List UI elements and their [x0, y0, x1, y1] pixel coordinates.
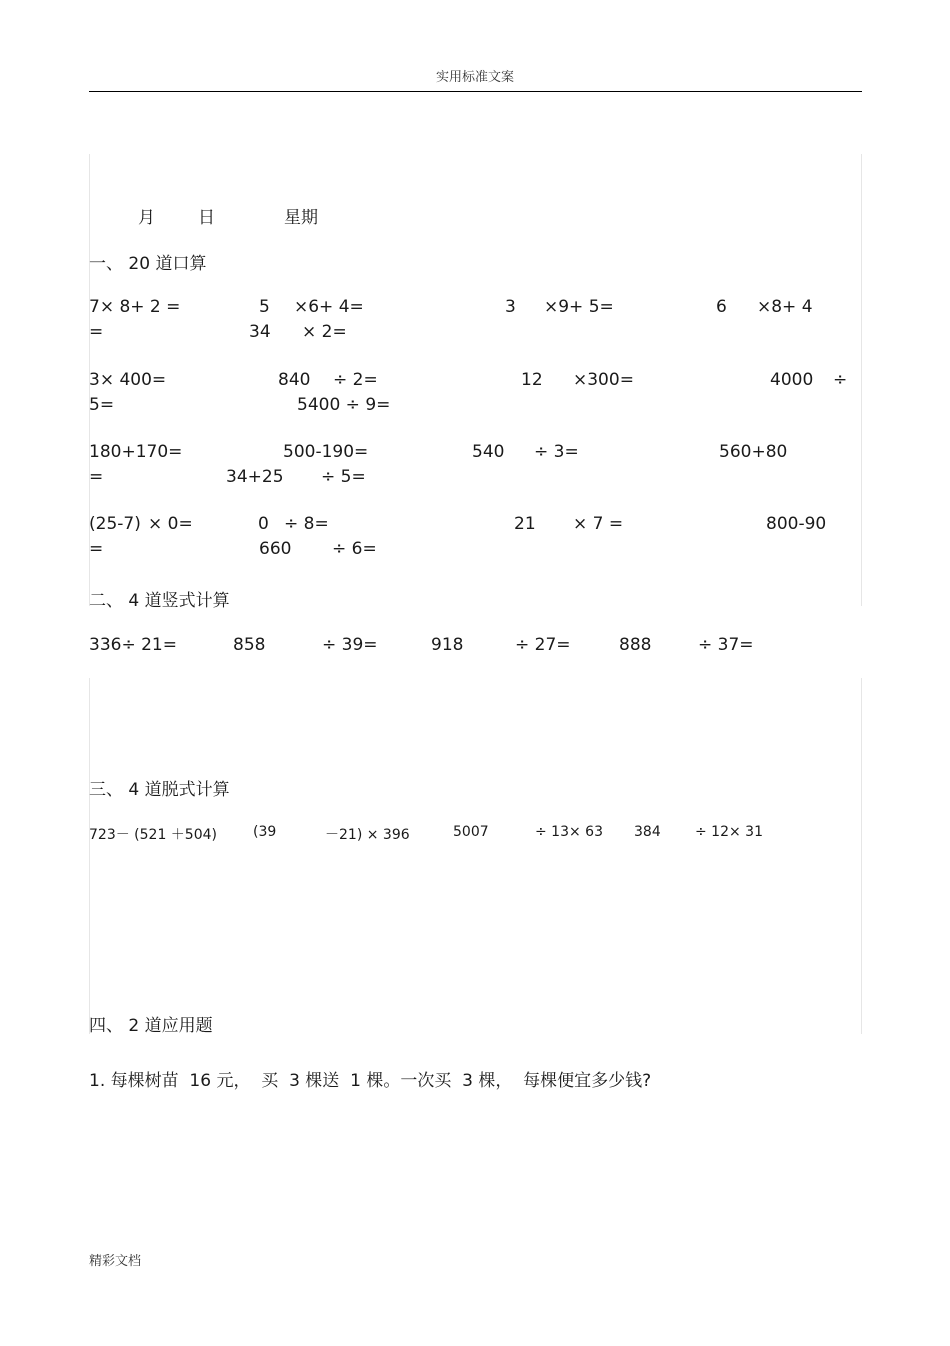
header-rule [89, 91, 862, 92]
stepwise-calc-1: 723－ (521 ＋504) [89, 827, 217, 843]
expr-4e-op: ÷ 6= [332, 539, 377, 559]
margin-line-left-bottom [89, 678, 90, 1034]
expr-4b-num: 0 [258, 514, 269, 534]
expr-2c-num: 12 [521, 370, 543, 390]
word-problem-1: 1. 每棵树苗 16 元， 买 3 棵送 1 棵。一次买 3 棵， 每棵便宜多少钱? [89, 1071, 652, 1091]
vertical-calc-2-num: 858 [233, 635, 266, 655]
vertical-calc-2-op: ÷ 39= [322, 635, 378, 655]
expr-3d: 560+80 [719, 442, 788, 462]
expr-4b-op: ÷ 8= [284, 514, 329, 534]
expr-2b-num: 840 [278, 370, 311, 390]
expr-3b: 500-190= [283, 442, 369, 462]
expr-3c-op: ÷ 3= [534, 442, 579, 462]
expr-3e-op: ÷ 5= [321, 467, 366, 487]
expr-4d: 800-90 [766, 514, 827, 534]
date-weekday: 星期 [284, 208, 318, 228]
expr-3e-num: 34+25 [226, 467, 284, 487]
section3-title: 三、 4 道脱式计算 [89, 780, 230, 800]
expr-2b-op: ÷ 2= [333, 370, 378, 390]
expr-1d-op: ×8+ 4 [757, 297, 813, 317]
vertical-calc-1: 336÷ 21= [89, 635, 177, 655]
expr-1b-op: ×6+ 4= [294, 297, 364, 317]
expr-4c-num: 21 [514, 514, 536, 534]
stepwise-calc-4-op: ÷ 12× 31 [695, 824, 763, 840]
page-header: 实用标准文案 [435, 70, 514, 85]
expr-4e-num: 660 [259, 539, 292, 559]
expr-1e-op: × 2= [302, 322, 347, 342]
date-day: 日 [198, 208, 215, 228]
expr-3a: 180+170= [89, 442, 183, 462]
margin-line-right-bottom [861, 678, 862, 1034]
expr-2a: 3× 400= [89, 370, 167, 390]
margin-line-right-top [861, 154, 862, 606]
expr-2e: 5400 ÷ 9= [297, 395, 391, 415]
stepwise-calc-2-b: －21) × 396 [325, 827, 410, 843]
vertical-calc-3-num: 918 [431, 635, 464, 655]
expr-4d-eq: = [89, 539, 104, 559]
page-footer: 精彩文档 [89, 1254, 142, 1269]
expr-3d-eq: = [89, 467, 104, 487]
expr-2d-num: 4000 [770, 370, 814, 390]
section1-title: 一、 20 道口算 [89, 254, 207, 274]
expr-1b-num: 5 [259, 297, 270, 317]
expr-3c-num: 540 [472, 442, 505, 462]
expr-4c-op: × 7 = [573, 514, 624, 534]
stepwise-calc-2-a: (39 [253, 824, 277, 840]
expr-1a: 7× 8+ 2 = [89, 297, 181, 317]
expr-4a-op: × 0= [148, 514, 193, 534]
stepwise-calc-3-op: ÷ 13× 63 [535, 824, 603, 840]
expr-2d-rest: 5= [89, 395, 115, 415]
stepwise-calc-3-num: 5007 [453, 824, 489, 840]
expr-1d-eq: = [89, 322, 104, 342]
section2-title: 二、 4 道竖式计算 [89, 591, 230, 611]
expr-1e-num: 34 [249, 322, 271, 342]
vertical-calc-4-num: 888 [619, 635, 652, 655]
expr-2c-op: ×300= [573, 370, 634, 390]
expr-1c-num: 3 [505, 297, 516, 317]
stepwise-calc-4-num: 384 [634, 824, 661, 840]
expr-4a-num: (25-7) [89, 514, 141, 534]
vertical-calc-3-op: ÷ 27= [515, 635, 571, 655]
section4-title: 四、 2 道应用题 [89, 1016, 213, 1036]
date-month: 月 [138, 208, 155, 228]
expr-1d-num: 6 [716, 297, 727, 317]
vertical-calc-4-op: ÷ 37= [698, 635, 754, 655]
expr-1c-op: ×9+ 5= [544, 297, 614, 317]
expr-2d-op: ÷ [833, 370, 848, 390]
